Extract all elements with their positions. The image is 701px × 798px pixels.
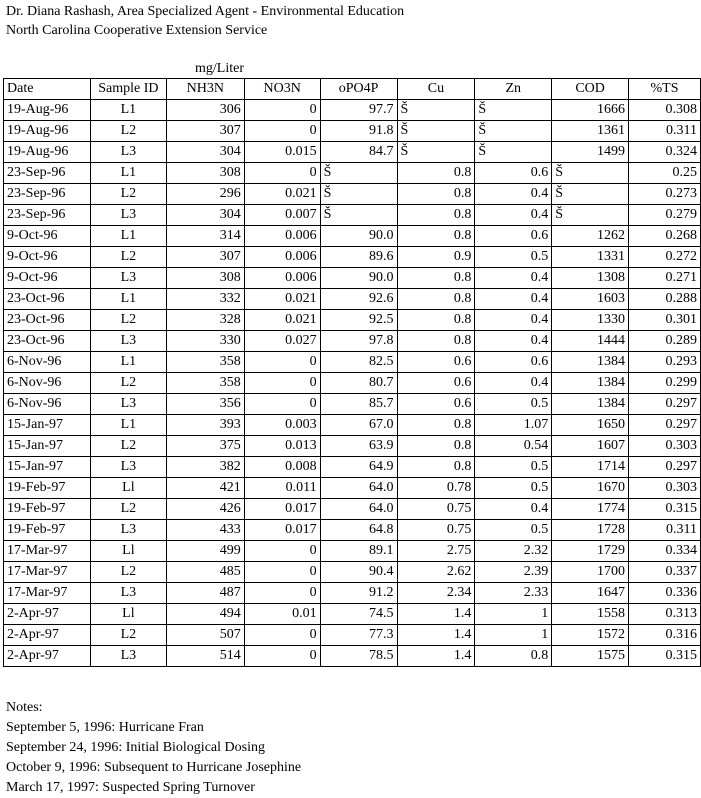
cell-opo4p: 64.9 (320, 457, 397, 478)
cell-cu: 1.4 (397, 646, 475, 667)
cell-ts: 0.293 (629, 352, 701, 373)
cell-cod: 1607 (552, 436, 629, 457)
cell-nh3n: 332 (166, 289, 244, 310)
table-row (4, 331, 701, 352)
cell-zn: 2.39 (475, 562, 552, 583)
cell-sample-id: L2 (90, 562, 166, 583)
cell-cu: 0.9 (397, 247, 475, 268)
cell-no3n: 0.01 (244, 604, 320, 625)
cell-cod: 1444 (552, 331, 629, 352)
document-header (6, 2, 404, 40)
cell-opo4p: 89.6 (320, 247, 397, 268)
cell-cod: 1499 (552, 142, 629, 163)
cell-cod: Š (552, 163, 629, 184)
cell-no3n: 0 (244, 121, 320, 142)
cell-no3n: 0.021 (244, 184, 320, 205)
cell-cu: 2.34 (397, 583, 475, 604)
table-row (4, 100, 701, 121)
cell-sample-id: L3 (90, 268, 166, 289)
cell-zn: 0.5 (475, 520, 552, 541)
cell-zn: 0.4 (475, 184, 552, 205)
table-row (4, 394, 701, 415)
cell-opo4p: 89.1 (320, 541, 397, 562)
cell-ts: 0.337 (629, 562, 701, 583)
cell-date: 19-Aug-96 (4, 100, 91, 121)
cell-cod: 1774 (552, 499, 629, 520)
cell-ts: 0.311 (629, 520, 701, 541)
cell-date: 23-Oct-96 (4, 310, 91, 331)
table-row (4, 121, 701, 142)
cell-cu: 0.8 (397, 310, 475, 331)
table-row (4, 646, 701, 667)
cell-no3n: 0 (244, 100, 320, 121)
cell-cu: 0.6 (397, 373, 475, 394)
cell-sample-id: L3 (90, 142, 166, 163)
note-item: March 17, 1997: Suspected Spring Turnover (6, 780, 255, 795)
cell-opo4p: Š (320, 205, 397, 226)
cell-ts: 0.334 (629, 541, 701, 562)
cell-nh3n: 304 (166, 142, 244, 163)
cell-date: 9-Oct-96 (4, 247, 91, 268)
cell-date: 6-Nov-96 (4, 373, 91, 394)
table-row (4, 541, 701, 562)
cell-ts: 0.315 (629, 499, 701, 520)
cell-date: 15-Jan-97 (4, 436, 91, 457)
cell-sample-id: Ll (90, 604, 166, 625)
cell-opo4p: 91.8 (320, 121, 397, 142)
cell-cu: 0.8 (397, 268, 475, 289)
cell-no3n: 0 (244, 583, 320, 604)
cell-nh3n: 358 (166, 352, 244, 373)
cell-no3n: 0 (244, 352, 320, 373)
cell-cod: 1361 (552, 121, 629, 142)
table-row (4, 604, 701, 625)
cell-ts: 0.268 (629, 226, 701, 247)
column-header-nh3n: NH3N (166, 79, 244, 100)
cell-nh3n: 421 (166, 478, 244, 499)
cell-sample-id: L3 (90, 520, 166, 541)
cell-date: 6-Nov-96 (4, 394, 91, 415)
cell-cod: 1650 (552, 415, 629, 436)
cell-no3n: 0 (244, 373, 320, 394)
cell-zn: 0.4 (475, 268, 552, 289)
cell-no3n: 0 (244, 562, 320, 583)
cell-cu: 0.8 (397, 226, 475, 247)
cell-ts: 0.299 (629, 373, 701, 394)
cell-no3n: 0.007 (244, 205, 320, 226)
cell-opo4p: 90.4 (320, 562, 397, 583)
cell-zn: 0.6 (475, 352, 552, 373)
cell-cod: 1384 (552, 373, 629, 394)
cell-nh3n: 393 (166, 415, 244, 436)
cell-zn: 0.5 (475, 394, 552, 415)
cell-no3n: 0 (244, 163, 320, 184)
cell-sample-id: L1 (90, 100, 166, 121)
cell-date: 19-Aug-96 (4, 142, 91, 163)
cell-no3n: 0.003 (244, 415, 320, 436)
cell-no3n: 0 (244, 646, 320, 667)
table-row (4, 499, 701, 520)
cell-sample-id: L3 (90, 583, 166, 604)
cell-date: 2-Apr-97 (4, 604, 91, 625)
cell-sample-id: L1 (90, 415, 166, 436)
cell-zn: 0.4 (475, 499, 552, 520)
cell-opo4p: 90.0 (320, 226, 397, 247)
cell-sample-id: L3 (90, 457, 166, 478)
cell-nh3n: 330 (166, 331, 244, 352)
table-row (4, 625, 701, 646)
cell-nh3n: 487 (166, 583, 244, 604)
cell-cod: 1603 (552, 289, 629, 310)
cell-cu: 0.8 (397, 184, 475, 205)
cell-date: 15-Jan-97 (4, 457, 91, 478)
cell-cod: 1670 (552, 478, 629, 499)
cell-opo4p: 74.5 (320, 604, 397, 625)
cell-cod: Š (552, 184, 629, 205)
cell-date: 17-Mar-97 (4, 562, 91, 583)
cell-opo4p: 67.0 (320, 415, 397, 436)
cell-ts: 0.297 (629, 457, 701, 478)
column-header-date: Date (4, 79, 91, 100)
cell-zn: Š (475, 142, 552, 163)
cell-no3n: 0.006 (244, 268, 320, 289)
table-body (4, 79, 701, 667)
cell-ts: 0.273 (629, 184, 701, 205)
cell-zn: 0.4 (475, 310, 552, 331)
cell-cu: 0.78 (397, 478, 475, 499)
cell-nh3n: 375 (166, 436, 244, 457)
table-row (4, 457, 701, 478)
cell-ts: 0.297 (629, 394, 701, 415)
cell-ts: 0.313 (629, 604, 701, 625)
cell-zn: 0.4 (475, 331, 552, 352)
cell-zn: Š (475, 100, 552, 121)
cell-cu: 0.8 (397, 415, 475, 436)
cell-ts: 0.25 (629, 163, 701, 184)
cell-nh3n: 358 (166, 373, 244, 394)
note-item: October 9, 1996: Subsequent to Hurricane Josephine (6, 760, 302, 775)
cell-opo4p: 97.8 (320, 331, 397, 352)
cell-date: 23-Oct-96 (4, 289, 91, 310)
cell-cu: 0.8 (397, 163, 475, 184)
cell-zn: 0.5 (475, 478, 552, 499)
cell-cu: 1.4 (397, 604, 475, 625)
table-row (4, 205, 701, 226)
cell-zn: 0.5 (475, 457, 552, 478)
cell-nh3n: 296 (166, 184, 244, 205)
table-row (4, 562, 701, 583)
cell-nh3n: 356 (166, 394, 244, 415)
cell-cod: 1262 (552, 226, 629, 247)
cell-sample-id: L1 (90, 163, 166, 184)
note-item: September 5, 1996: Hurricane Fran (6, 720, 204, 735)
cell-cod: 1729 (552, 541, 629, 562)
cell-cod: 1666 (552, 100, 629, 121)
cell-date: 23-Sep-96 (4, 163, 91, 184)
cell-no3n: 0.008 (244, 457, 320, 478)
notes-title: Notes: (6, 700, 43, 715)
cell-cu: 1.4 (397, 625, 475, 646)
cell-zn: 0.4 (475, 205, 552, 226)
cell-zn: 0.6 (475, 226, 552, 247)
cell-nh3n: 328 (166, 310, 244, 331)
cell-no3n: 0.027 (244, 331, 320, 352)
cell-ts: 0.303 (629, 478, 701, 499)
table-row (4, 520, 701, 541)
cell-ts: 0.272 (629, 247, 701, 268)
cell-ts: 0.308 (629, 100, 701, 121)
cell-cu: Š (397, 121, 475, 142)
cell-nh3n: 485 (166, 562, 244, 583)
table-row (4, 163, 701, 184)
cell-sample-id: L2 (90, 499, 166, 520)
cell-nh3n: 507 (166, 625, 244, 646)
table-row (4, 142, 701, 163)
cell-sample-id: L3 (90, 646, 166, 667)
cell-nh3n: 382 (166, 457, 244, 478)
cell-date: 17-Mar-97 (4, 541, 91, 562)
cell-cod: 1647 (552, 583, 629, 604)
cell-ts: 0.288 (629, 289, 701, 310)
cell-opo4p: 92.6 (320, 289, 397, 310)
cell-sample-id: L1 (90, 289, 166, 310)
cell-date: 19-Feb-97 (4, 499, 91, 520)
cell-opo4p: 63.9 (320, 436, 397, 457)
cell-sample-id: L3 (90, 205, 166, 226)
column-header-sample-id: Sample ID (90, 79, 166, 100)
table-row (4, 289, 701, 310)
cell-no3n: 0 (244, 394, 320, 415)
cell-cod: 1714 (552, 457, 629, 478)
table-row (4, 478, 701, 499)
cell-cod: 1384 (552, 352, 629, 373)
cell-opo4p: 91.2 (320, 583, 397, 604)
cell-zn: Š (475, 121, 552, 142)
cell-zn: 2.32 (475, 541, 552, 562)
cell-nh3n: 499 (166, 541, 244, 562)
cell-ts: 0.315 (629, 646, 701, 667)
cell-cod: 1728 (552, 520, 629, 541)
cell-cu: 2.62 (397, 562, 475, 583)
cell-sample-id: Ll (90, 541, 166, 562)
cell-nh3n: 307 (166, 121, 244, 142)
cell-ts: 0.271 (629, 268, 701, 289)
cell-sample-id: L2 (90, 184, 166, 205)
cell-zn: 1 (475, 604, 552, 625)
cell-cod: 1308 (552, 268, 629, 289)
cell-zn: 1 (475, 625, 552, 646)
cell-cu: 0.8 (397, 331, 475, 352)
cell-sample-id: L3 (90, 394, 166, 415)
table-row (4, 310, 701, 331)
cell-date: 2-Apr-97 (4, 646, 91, 667)
cell-date: 17-Mar-97 (4, 583, 91, 604)
notes-section (6, 698, 301, 798)
cell-ts: 0.279 (629, 205, 701, 226)
cell-zn: 0.5 (475, 247, 552, 268)
cell-date: 23-Sep-96 (4, 205, 91, 226)
cell-opo4p: 84.7 (320, 142, 397, 163)
cell-nh3n: 433 (166, 520, 244, 541)
cell-date: 9-Oct-96 (4, 268, 91, 289)
cell-date: 19-Feb-97 (4, 478, 91, 499)
table-row (4, 184, 701, 205)
cell-sample-id: L1 (90, 352, 166, 373)
cell-date: 19-Feb-97 (4, 520, 91, 541)
cell-cod: Š (552, 205, 629, 226)
cell-sample-id: L2 (90, 373, 166, 394)
cell-opo4p: 78.5 (320, 646, 397, 667)
cell-cu: 0.8 (397, 289, 475, 310)
cell-opo4p: 90.0 (320, 268, 397, 289)
cell-zn: 0.4 (475, 289, 552, 310)
cell-date: 23-Sep-96 (4, 184, 91, 205)
cell-opo4p: 80.7 (320, 373, 397, 394)
cell-cu: 0.6 (397, 394, 475, 415)
cell-zn: 0.4 (475, 373, 552, 394)
cell-cu: 0.75 (397, 499, 475, 520)
column-header-no3n: NO3N (244, 79, 320, 100)
cell-date: 6-Nov-96 (4, 352, 91, 373)
header-row (4, 79, 701, 100)
cell-opo4p: 97.7 (320, 100, 397, 121)
table-row (4, 247, 701, 268)
cell-sample-id: Ll (90, 478, 166, 499)
table-row (4, 436, 701, 457)
cell-no3n: 0.006 (244, 226, 320, 247)
cell-sample-id: L2 (90, 121, 166, 142)
table-row (4, 226, 701, 247)
cell-no3n: 0.015 (244, 142, 320, 163)
cell-nh3n: 308 (166, 163, 244, 184)
column-header-opo4p: oPO4P (320, 79, 397, 100)
column-header-ts: %TS (629, 79, 701, 100)
cell-zn: 0.54 (475, 436, 552, 457)
table-row (4, 352, 701, 373)
cell-cod: 1331 (552, 247, 629, 268)
cell-cod: 1558 (552, 604, 629, 625)
cell-date: 2-Apr-97 (4, 625, 91, 646)
column-header-zn: Zn (475, 79, 552, 100)
cell-zn: 0.6 (475, 163, 552, 184)
cell-sample-id: L1 (90, 226, 166, 247)
cell-ts: 0.289 (629, 331, 701, 352)
column-header-cod: COD (552, 79, 629, 100)
cell-ts: 0.324 (629, 142, 701, 163)
cell-opo4p: Š (320, 184, 397, 205)
cell-opo4p: 82.5 (320, 352, 397, 373)
table-row (4, 373, 701, 394)
cell-zn: 0.8 (475, 646, 552, 667)
cell-opo4p: 64.0 (320, 478, 397, 499)
cell-ts: 0.336 (629, 583, 701, 604)
cell-date: 23-Oct-96 (4, 331, 91, 352)
cell-opo4p: Š (320, 163, 397, 184)
cell-nh3n: 314 (166, 226, 244, 247)
cell-ts: 0.297 (629, 415, 701, 436)
cell-cu: 0.8 (397, 436, 475, 457)
cell-sample-id: L2 (90, 625, 166, 646)
cell-nh3n: 308 (166, 268, 244, 289)
cell-date: 15-Jan-97 (4, 415, 91, 436)
cell-opo4p: 92.5 (320, 310, 397, 331)
cell-sample-id: L2 (90, 310, 166, 331)
cell-nh3n: 426 (166, 499, 244, 520)
author-line: Dr. Diana Rashash, Area Specialized Agent - Environmental Education (6, 4, 405, 19)
cell-cu: 0.75 (397, 520, 475, 541)
table-row (4, 268, 701, 289)
cell-opo4p: 85.7 (320, 394, 397, 415)
cell-sample-id: L2 (90, 247, 166, 268)
cell-opo4p: 77.3 (320, 625, 397, 646)
cell-ts: 0.301 (629, 310, 701, 331)
note-item: September 24, 1996: Initial Biological Dosing (6, 740, 265, 755)
cell-no3n: 0.017 (244, 520, 320, 541)
cell-opo4p: 64.0 (320, 499, 397, 520)
cell-no3n: 0.021 (244, 310, 320, 331)
cell-date: 19-Aug-96 (4, 121, 91, 142)
table-row (4, 583, 701, 604)
cell-no3n: 0.011 (244, 478, 320, 499)
cell-cu: 0.6 (397, 352, 475, 373)
cell-nh3n: 514 (166, 646, 244, 667)
cell-nh3n: 494 (166, 604, 244, 625)
cell-no3n: 0 (244, 625, 320, 646)
cell-ts: 0.316 (629, 625, 701, 646)
cell-cod: 1572 (552, 625, 629, 646)
cell-sample-id: L2 (90, 436, 166, 457)
cell-date: 9-Oct-96 (4, 226, 91, 247)
data-table (3, 78, 701, 667)
organization-line: North Carolina Cooperative Extension Service (6, 23, 268, 38)
cell-nh3n: 306 (166, 100, 244, 121)
cell-ts: 0.303 (629, 436, 701, 457)
unit-label: mg/Liter (195, 61, 244, 76)
cell-ts: 0.311 (629, 121, 701, 142)
cell-nh3n: 307 (166, 247, 244, 268)
cell-no3n: 0.021 (244, 289, 320, 310)
cell-zn: 1.07 (475, 415, 552, 436)
column-header-cu: Cu (397, 79, 475, 100)
table-row (4, 415, 701, 436)
cell-cod: 1700 (552, 562, 629, 583)
cell-no3n: 0 (244, 541, 320, 562)
cell-opo4p: 64.8 (320, 520, 397, 541)
cell-no3n: 0.017 (244, 499, 320, 520)
cell-cu: 0.8 (397, 457, 475, 478)
cell-cod: 1330 (552, 310, 629, 331)
cell-cu: Š (397, 142, 475, 163)
cell-cu: 2.75 (397, 541, 475, 562)
cell-no3n: 0.006 (244, 247, 320, 268)
cell-no3n: 0.013 (244, 436, 320, 457)
cell-sample-id: L3 (90, 331, 166, 352)
cell-cu: 0.8 (397, 205, 475, 226)
cell-cod: 1575 (552, 646, 629, 667)
cell-nh3n: 304 (166, 205, 244, 226)
cell-cod: 1384 (552, 394, 629, 415)
cell-cu: Š (397, 100, 475, 121)
cell-zn: 2.33 (475, 583, 552, 604)
